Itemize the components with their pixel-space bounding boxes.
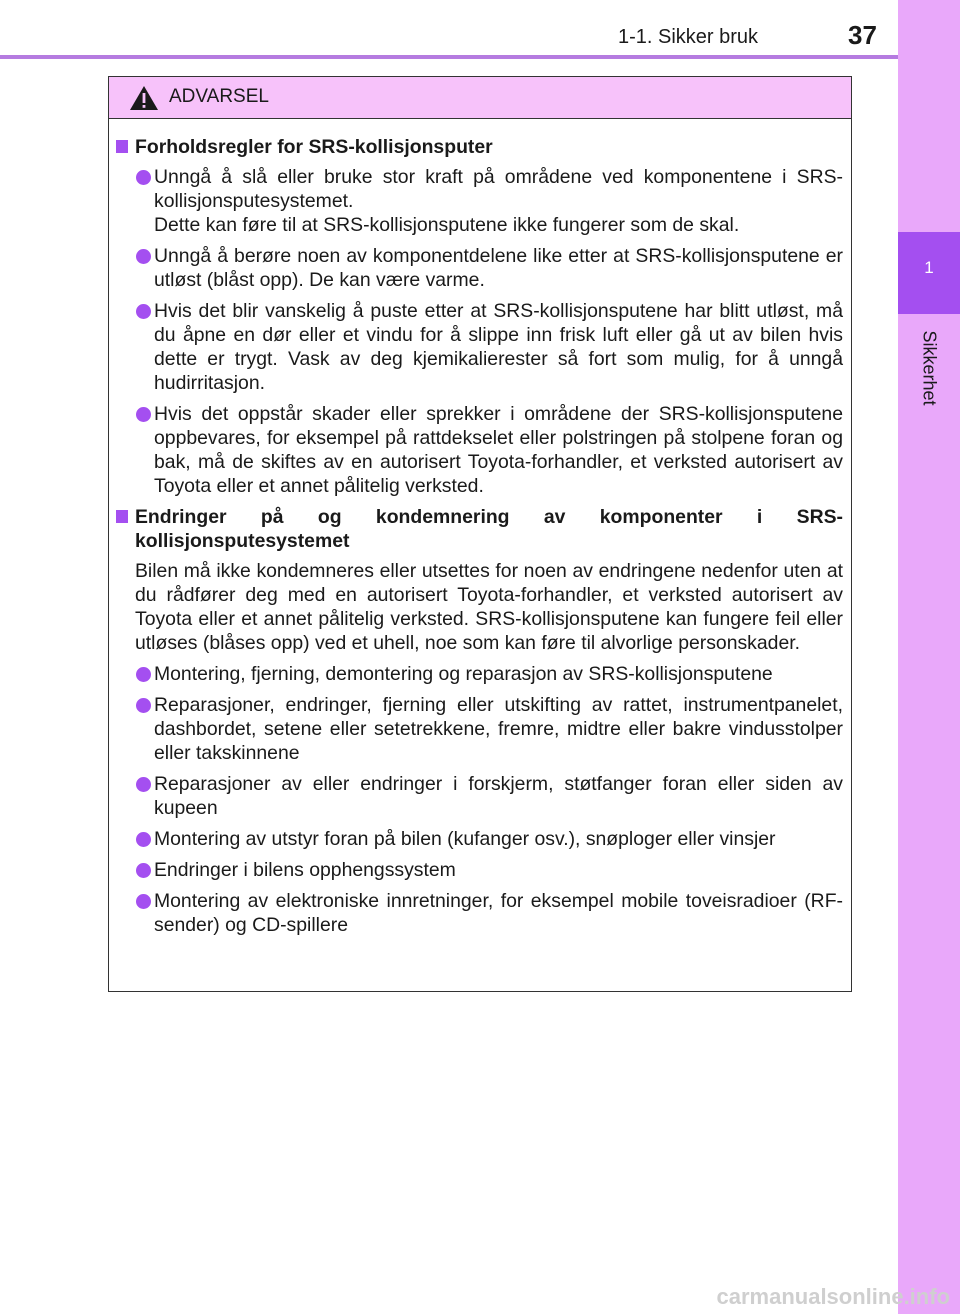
list-item-text: Unngå å berøre noen av komponentdelene like etter at SRS-kollisjonsputene er utløst (blåst opp). De kan være varme. <box>154 245 843 291</box>
section-paragraph: Bilen må ikke kondemneres eller utsettes for noen av endringene nedenfor uten at du rådfører deg med en autorisert Toyota-forhandler, et verksted autorisert av Toyota eller et annet pålitelig verksted. SRS-kollisjonsputene kan fungere feil eller utløses (blåses opp) ved et uhell, noe som kan føre til alvorlige personskader. <box>135 560 843 654</box>
list-item <box>116 693 843 765</box>
list-item <box>116 889 843 937</box>
list-item-text: Unngå å slå eller bruke stor kraft på områdene ved komponentene i SRS-kollisjonsputesystemet. <box>154 166 843 212</box>
bullet-dot-icon <box>136 407 151 422</box>
list-item <box>116 772 843 820</box>
list-item-text: Reparasjoner av eller endringer i forskjerm, støtfanger foran eller siden av kupeen <box>154 773 843 819</box>
watermark: carmanualsonline.info <box>716 1284 950 1309</box>
list-item-text: Endringer i bilens opphengssystem <box>154 859 456 881</box>
list-item <box>116 858 843 882</box>
header-rule <box>0 55 898 59</box>
page-number: 37 <box>848 20 877 50</box>
list-item-text: Montering av utstyr foran på bilen (kufanger osv.), snøploger eller vinsjer <box>154 828 776 850</box>
list-item <box>116 827 843 851</box>
bullet-dot-icon <box>136 667 151 682</box>
section-heading <box>116 505 843 553</box>
warning-body <box>109 119 851 937</box>
list-item-text: Reparasjoner, endringer, fjerning eller utskifting av rattet, instrumentpanelet, dashbordet, setene eller setetrekkene, fremre, midtre eller bakre vindusstolper eller takskinnene <box>154 694 843 764</box>
bullet-dot-icon <box>136 894 151 909</box>
list-item <box>116 244 843 292</box>
bullet-dot-icon <box>136 170 151 185</box>
section-heading <box>116 135 843 159</box>
bullet-dot-icon <box>136 777 151 792</box>
list-item-text: Hvis det oppstår skader eller sprekker i områdene der SRS-kollisjonsputene oppbevares, for eksempel på rattdekselet eller polstringen på stolpene foran og bak, må de skiftes av en autorisert Toyota-forhandler, et verksted autorisert av Toyota eller et annet pålitelig verksted. <box>154 403 843 497</box>
warning-title: ADVARSEL <box>169 86 269 107</box>
bullet-dot-icon <box>136 832 151 847</box>
chapter-number: 1 <box>924 258 934 277</box>
section-heading-text: Endringer på og kondemnering av komponenter i SRS-kollisjonsputesystemet <box>135 506 843 552</box>
chapter-name: Sikkerhet <box>919 330 940 406</box>
list-item <box>116 402 843 498</box>
bullet-dot-icon <box>136 863 151 878</box>
bullet-dot-icon <box>136 249 151 264</box>
section-title: 1-1. Sikker bruk <box>618 26 759 48</box>
bullet-dot-icon <box>136 698 151 713</box>
warning-header <box>109 77 851 119</box>
list-item-text: Montering, fjerning, demontering og reparasjon av SRS-kollisjonsputene <box>154 663 773 685</box>
square-bullet-icon <box>116 510 128 523</box>
section-heading-text: Forholdsregler for SRS-kollisjonsputer <box>135 136 493 158</box>
square-bullet-icon <box>116 140 128 153</box>
list-item <box>116 662 843 686</box>
chapter-side-tab[interactable] <box>898 0 960 1314</box>
list-item-text: Dette kan føre til at SRS-kollisjonsputene ikke fungerer som de skal. <box>154 214 740 236</box>
warning-triangle-icon <box>129 85 159 111</box>
list-item <box>116 299 843 395</box>
bullet-dot-icon <box>136 304 151 319</box>
list-item-text: Hvis det blir vanskelig å puste etter at SRS-kollisjonsputene har blitt utløst, må du åpne en dør eller et vindu for å slippe inn frisk luft eller gå ut av bilen hvis dette er trygt. Vask av deg kjemikalierester så fort som mulig, for å unngå hudirritasjon. <box>154 300 843 394</box>
warning-box <box>108 76 852 992</box>
list-item-text: Montering av elektroniske innretninger, for eksempel mobile toveisradioer (RF-sender) og CD-spillere <box>154 890 843 936</box>
list-item <box>116 165 843 237</box>
